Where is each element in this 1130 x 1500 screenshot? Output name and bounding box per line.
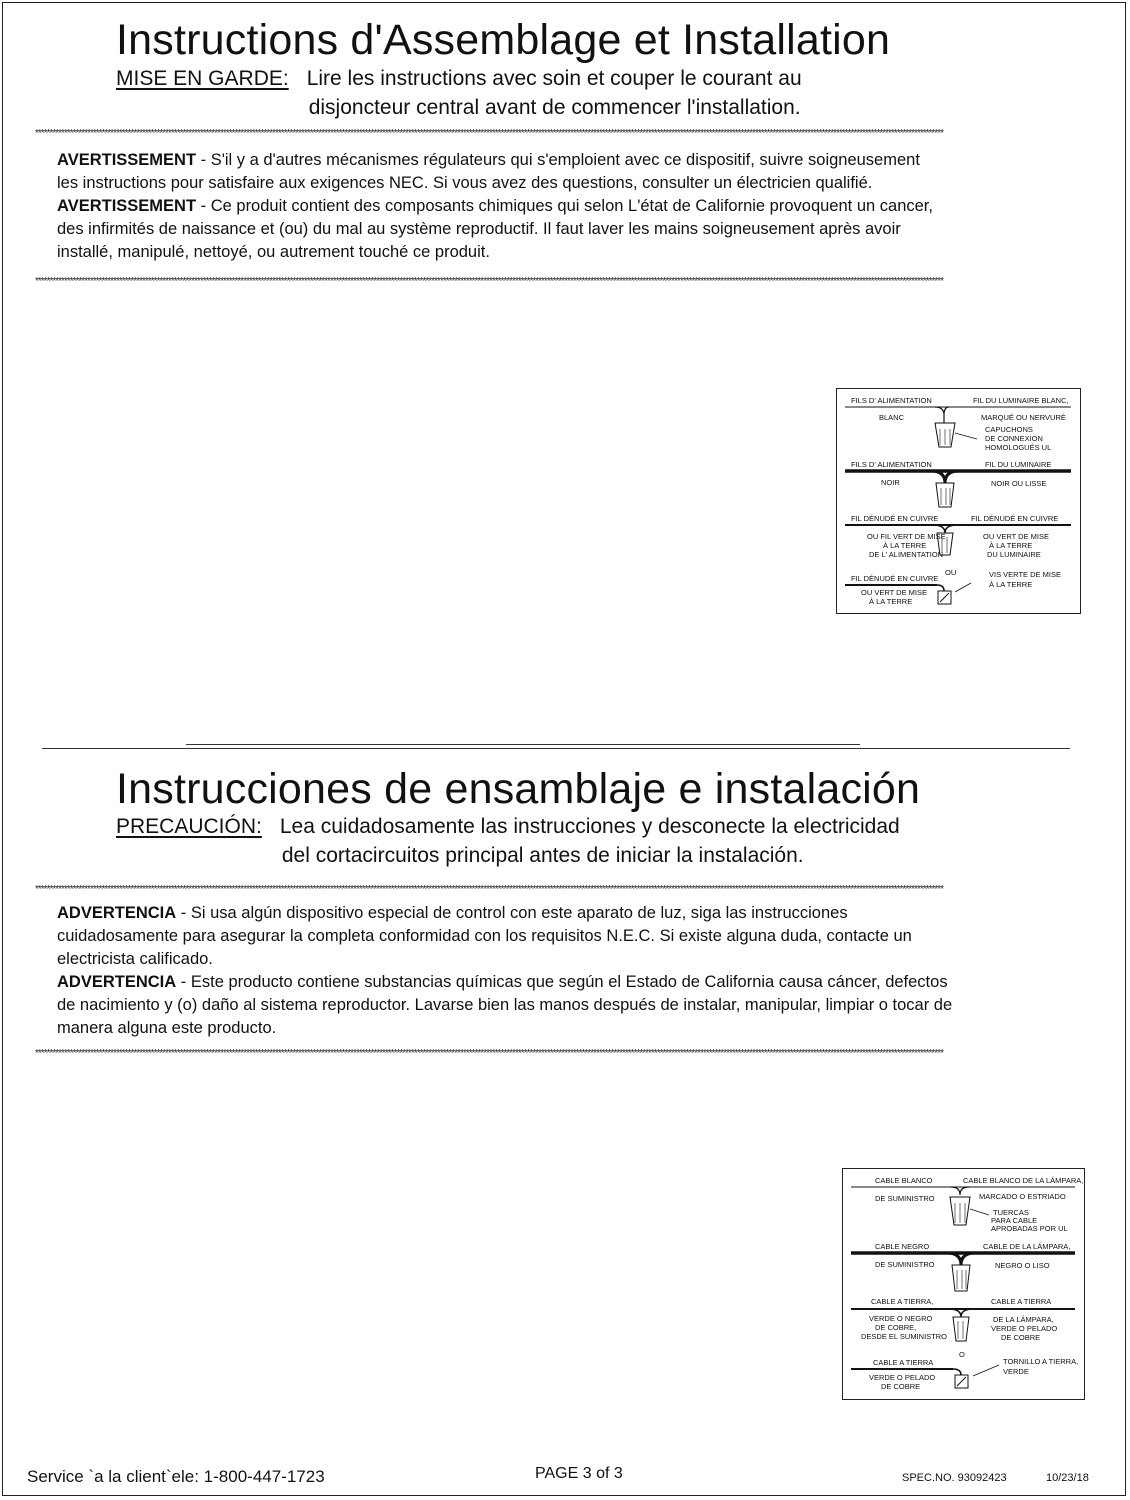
es-label-l8b: DE COBRE xyxy=(881,1382,921,1391)
spanish-caution-label: PRECAUCIÓN: xyxy=(116,815,262,838)
spanish-caution xyxy=(116,812,900,870)
fr-label-l7: FIL DÉNUDÉ EN CUIVRE xyxy=(851,574,939,583)
french-warning1-line2: les instructions pour satisfaire aux exigences NEC. Si vous avez des questions, consulter un électricien qualifié. xyxy=(57,174,873,192)
document-date: 10/23/18 xyxy=(1046,1472,1089,1484)
fr-label-cap1: CAPUCHONS xyxy=(985,425,1033,434)
es-label-r1: CABLE BLANCO DE LA LÁMPARA, xyxy=(963,1176,1084,1185)
es-label-r7b: VERDE xyxy=(1003,1367,1029,1376)
fr-label-l2: BLANC xyxy=(879,413,905,422)
spanish-warning-label-2: ADVERTENCIA xyxy=(57,973,177,991)
section-divider xyxy=(42,748,1070,749)
spanish-star-rule-top: ************************************************************************************************************************************************************************************************************************************************************************************************************************** xyxy=(35,884,943,895)
spanish-wiring-diagram xyxy=(842,1168,1085,1400)
spanish-star-rule-bottom: ************************************************************************************************************************************************************************************************************************************************************************************************************************** xyxy=(35,1048,943,1059)
french-warning2-line2: des infirmités de naissance et (ou) du mal au système reproductif. Il faut laver les mains soigneusement après avoir xyxy=(57,220,901,238)
fr-label-cap3: HOMOLOGUÉS UL xyxy=(985,443,1052,452)
french-caution-line2: disjoncteur central avant de commencer l'installation. xyxy=(308,96,801,119)
french-warning1-line1: - S'il y a d'autres mécanismes régulateurs qui s'emploient avec ce dispositif, suivre soigneusement xyxy=(196,151,920,169)
es-label-l5: CABLE A TIERRA, xyxy=(871,1297,934,1306)
french-wiring-diagram xyxy=(836,388,1081,614)
french-warning2-line3: installé, manipulé, nettoyé, ou autrement touché ce produit. xyxy=(57,243,490,261)
fr-label-cap2: DE CONNEXION xyxy=(985,434,1043,443)
french-star-rule-bottom: ************************************************************************************************************************************************************************************************************************************************************************************************************************** xyxy=(35,276,943,287)
es-label-l3: CABLE NEGRO xyxy=(875,1242,930,1251)
french-warning-1 xyxy=(57,149,1112,172)
es-label-r4: NEGRO O LISO xyxy=(995,1261,1050,1270)
spanish-warning2-line3: manera alguna este producto. xyxy=(57,1019,277,1037)
fr-label-l1: FILS D' ALIMENTATION xyxy=(851,396,932,405)
es-label-l6a: VERDE O NEGRO xyxy=(869,1314,933,1323)
french-caution-label: MISE EN GARDE: xyxy=(116,67,289,90)
fr-label-l6a: OU FIL VERT DE MISE xyxy=(867,532,946,541)
page-number: PAGE 3 of 3 xyxy=(535,1465,623,1482)
french-star-rule-top: ************************************************************************************************************************************************************************************************************************************************************************************************************************** xyxy=(35,128,943,139)
es-label-cap2: PARA CABLE xyxy=(991,1216,1038,1225)
spanish-warning2-line1: - Este producto contiene substancias químicas que según el Estado de California causa cáncer, defectos xyxy=(176,973,948,991)
es-label-r6c: DE COBRE xyxy=(1001,1333,1041,1342)
es-label-or: O xyxy=(959,1350,965,1359)
fr-label-r2: MARQUÉ OU NERVURÉ xyxy=(981,413,1066,422)
french-caution xyxy=(116,64,802,122)
fr-label-r6c: DU LUMINAIRE xyxy=(987,550,1041,559)
spec-number: SPEC.NO. 93092423 xyxy=(902,1472,1007,1484)
fr-label-r7a: VIS VERTE DE MISE xyxy=(989,570,1061,579)
french-warnings xyxy=(57,149,1112,264)
fr-label-r7b: À LA TERRE xyxy=(989,580,1033,589)
fr-label-l5: FIL DÉNUDÉ EN CUIVRE xyxy=(851,514,939,523)
es-label-l4: DE SUMINISTRO xyxy=(875,1260,935,1269)
spanish-caution-line1: Lea cuidadosamente las instrucciones y desconecte la electricidad xyxy=(279,815,900,838)
fr-label-r6a: OU VERT DE MISE xyxy=(983,532,1049,541)
fr-label-or: OU xyxy=(945,568,957,577)
customer-service-phone: Service `a la client`ele: 1-800-447-1723 xyxy=(27,1467,325,1486)
french-warning-2 xyxy=(57,195,1112,218)
fr-label-l8a: OU VERT DE MISE xyxy=(861,588,927,597)
es-label-r6b: VERDE O PELADO xyxy=(991,1324,1058,1333)
es-label-l2: DE SUMINISTRO xyxy=(875,1194,935,1203)
fr-label-l3: FILS D' ALIMENTATION xyxy=(851,460,932,469)
fr-label-r5: FIL DÉNUDÉ EN CUIVRE xyxy=(971,514,1059,523)
french-warning2-line1: - Ce produit contient des composants chimiques qui selon L'état de Californie provoquent un cancer, xyxy=(196,197,933,215)
spanish-warning1-line1: - Si usa algún dispositivo especial de control con este aparato de luz, siga las instrucciones xyxy=(176,904,848,922)
es-label-l6b: DE COBRE, xyxy=(875,1323,917,1332)
section-divider-double xyxy=(186,744,860,745)
es-label-r5: CABLE A TIERRA xyxy=(991,1297,1052,1306)
es-label-l8a: VERDE O PELADO xyxy=(869,1373,936,1382)
fr-label-r6b: À LA TERRE xyxy=(989,541,1033,550)
es-label-r2: MARCADO O ESTRIADO xyxy=(979,1192,1066,1201)
fr-label-l4: NOIR xyxy=(881,478,900,487)
french-caution-line1: Lire les instructions avec soin et couper le courant au xyxy=(306,67,802,90)
fr-label-l6b: À LA TERRE xyxy=(883,541,927,550)
spanish-warning-2 xyxy=(57,971,1112,994)
french-warning-label: AVERTISSEMENT xyxy=(57,151,197,169)
spanish-title: Instrucciones de ensamblaje e instalación xyxy=(116,765,921,813)
es-label-cap3: APROBADAS POR UL xyxy=(991,1224,1068,1233)
spanish-warnings xyxy=(57,902,1112,1040)
es-label-cap1: TUERCAS xyxy=(993,1208,1029,1217)
es-label-r6a: DE LA LÁMPARA, xyxy=(993,1315,1054,1324)
es-label-l7: CABLE A TIERRA xyxy=(873,1358,934,1367)
es-label-r3: CABLE DE LA LÁMPARA, xyxy=(983,1242,1071,1251)
spanish-warning1-line3: electricista calificado. xyxy=(57,950,213,968)
spanish-warning-label: ADVERTENCIA xyxy=(57,904,177,922)
fr-label-l8b: À LA TERRE xyxy=(869,597,913,606)
fr-label-r1: FIL DU LUMINAIRE BLANC, xyxy=(973,396,1069,405)
fr-label-r3: FIL DU LUMINAIRE xyxy=(985,460,1052,469)
es-label-r7a: TORNILLO A TIERRA, xyxy=(1003,1357,1079,1366)
fr-label-l6c: DE L' ALIMENTATION xyxy=(869,550,944,559)
spanish-warning-1 xyxy=(57,902,1112,925)
es-label-l1: CABLE BLANCO xyxy=(875,1176,933,1185)
spanish-warning2-line2: de nacimiento y (o) daño al sistema reproductor. Lavarse bien las manos después de instalar, manipular, limpiar o tocar de xyxy=(57,996,953,1014)
spanish-warning1-line2: cuidadosamente para asegurar la completa conformidad con los requisitos N.E.C. Si existe alguna duda, contacte un xyxy=(57,927,912,945)
spanish-caution-line2: del cortacircuitos principal antes de iniciar la instalación. xyxy=(281,844,804,867)
french-warning-label-2: AVERTISSEMENT xyxy=(57,197,197,215)
french-title: Instructions d'Assemblage et Installation xyxy=(116,16,891,64)
fr-label-r4: NOIR OU LISSE xyxy=(991,479,1047,488)
es-label-l6c: DESDE EL SUMINISTRO xyxy=(861,1332,947,1341)
